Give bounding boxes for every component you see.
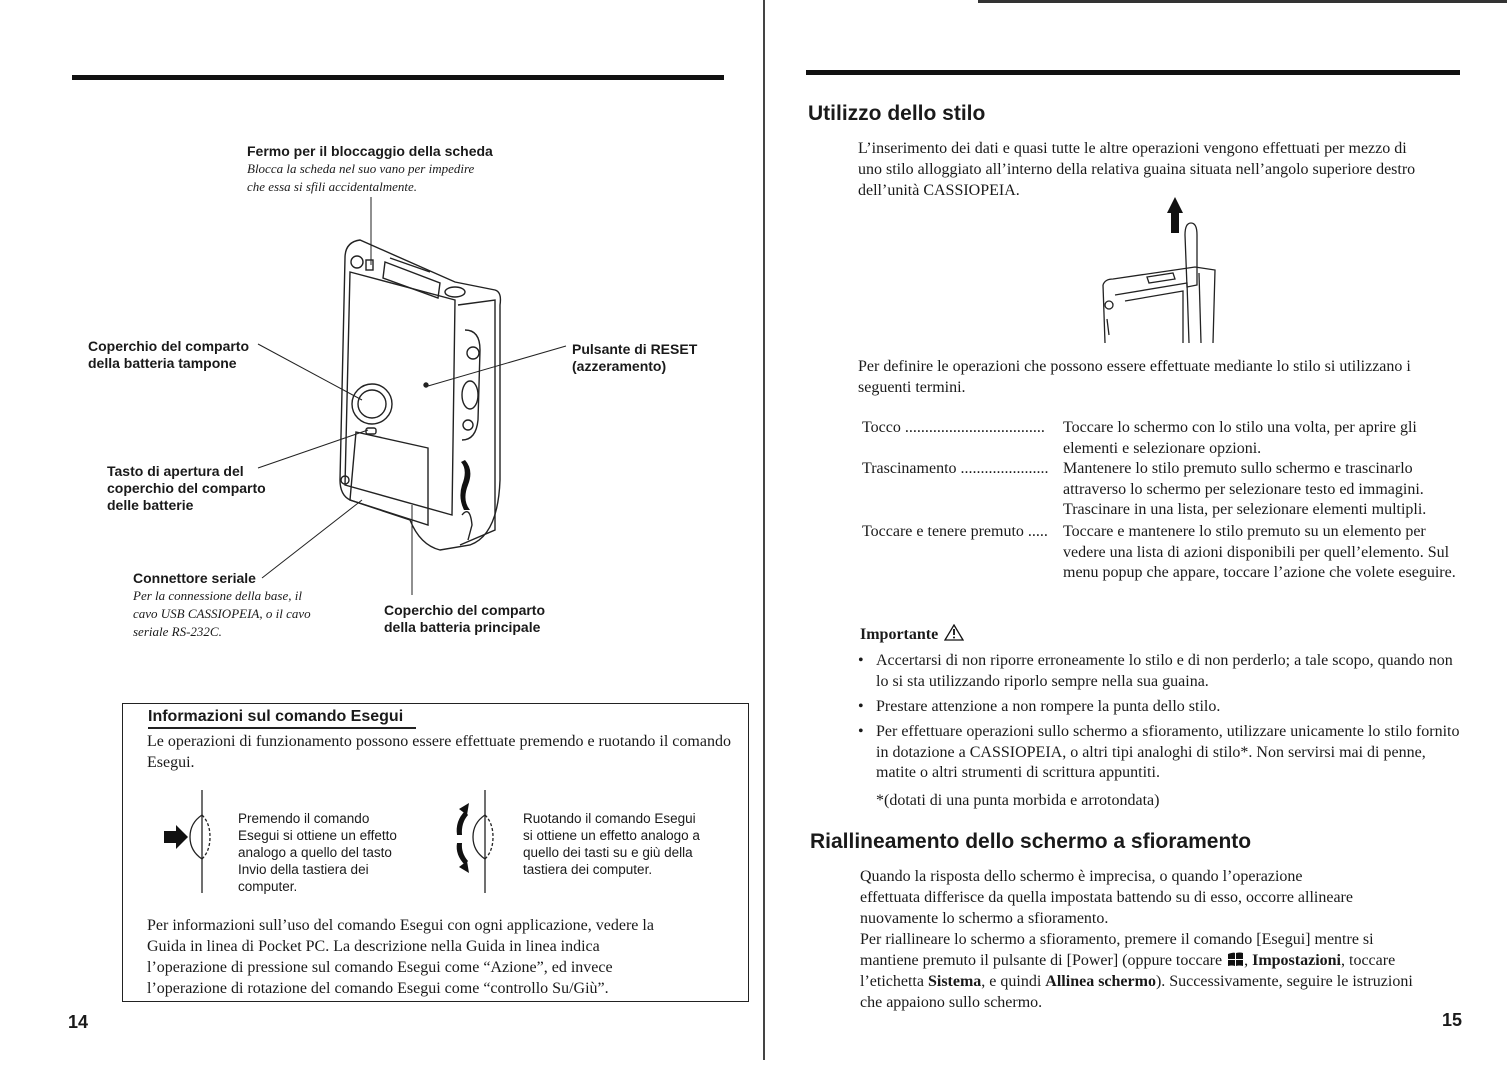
callout-key-line-3: delle batterie [107,497,194,513]
bullet-dot: • [858,698,864,715]
term-tocco: Tocco ................................... [862,419,1045,436]
press-line-1: Premendo il comando [238,811,370,826]
callout-reset-line-2: (azzeramento) [572,358,667,374]
terms-intro [858,356,1463,398]
term-tocco-definition: Toccare lo schermo con lo stilo una volta, per aprire gli elementi e selezionare opzioni. [1063,419,1417,457]
device-back-illustration [60,195,760,610]
recal-p2-line-2-sep: , [1244,952,1253,969]
recal-p2-line-1: Per riallineare lo schermo a sfioramento, premere il comando [Esegui] mentre si [860,931,1374,948]
press-action-icon [160,785,240,895]
recal-p2-impostazioni: Impostazioni [1252,952,1341,969]
callout-reset-button [572,341,697,375]
info-box-title: Informazioni sul comando Esegui [148,708,404,725]
callout-card-lock [247,143,493,196]
stylus-intro-line-1: L’inserimento dei dati e quasi tutte le altre operazioni vengono effettuati per mezzo di [858,140,1407,157]
info-box-title-underline [148,727,416,729]
start-menu-icon [1226,951,1244,967]
callout-main-line-1: Coperchio del comparto [384,602,546,618]
callout-serial-desc-1: Per la connessione della base, il [133,588,302,603]
recal-p1-line-3: nuovamente lo schermo a sfioramento. [860,910,1109,927]
term-trascinamento: Trascinamento ...................... [862,460,1049,477]
important-label: Importante [860,626,939,643]
outro-line-4: l’operazione di rotazione del comando Esegui come “controllo Su/Giù”. [147,980,609,997]
outro-line-1: Per informazioni sull’uso del comando Esegui con ogni applicazione, vedere la [147,917,654,934]
recal-p2-line-4: che appaiono sullo schermo. [860,994,1043,1011]
term-toccare-tenere-definition: Toccare e mantenere lo stilo premuto su un elemento per vedere una lista di azioni disponibili per quell’elemento. Sul menu popup che appare, toccare l’azione che volete eseguire. [1063,523,1456,581]
recal-p1-line-1: Quando la risposta dello schermo è imprecisa, o quando l’operazione [860,868,1303,885]
callout-main-battery-cover [384,602,545,636]
press-line-3: analogo a quello del tasto [238,845,392,860]
center-fold [763,0,765,1060]
callout-card-lock-title: Fermo per il bloccaggio della scheda [247,143,493,159]
callout-key-line-1: Tasto di apertura del [107,463,244,479]
recal-p2-line-2-c: , toccare [1341,952,1396,969]
top-edge-line [978,0,1507,3]
recal-p2-sistema: Sistema [927,973,982,990]
recal-p2-line-3-c: , e quindi [981,973,1046,990]
rotate-line-2: si ottiene un effetto analogo a [523,828,700,843]
callout-serial-title: Connettore seriale [133,570,256,586]
press-line-4: Invio della tastiera dei [238,862,369,877]
recalibration-text [860,866,1460,1013]
callout-serial-desc-3: seriale RS-232C. [133,624,222,639]
callout-serial-desc-2: cavo USB CASSIOPEIA, o il cavo [133,606,311,621]
right-page-header-rule [806,70,1460,75]
terms-intro-line-1: Per definire le operazioni che possono essere effettuate mediante lo stilo si utilizzano i [858,358,1411,375]
outro-line-3: l’operazione di pressione sul comando Esegui come “Azione”, ed invece [147,959,613,976]
left-page-header-rule [72,75,724,80]
rotate-line-3: quello dei tasti su e giù della [523,845,693,860]
callout-main-line-2: della batteria principale [384,619,541,635]
bullet-text-3: Per effettuare operazioni sullo schermo a sfioramento, utilizzare unicamente lo stilo fornito in dotazione a CASSIOPEIA, o altri tipi analoghi di stilo*. Non servirsi mai di penne, matite o altri strumenti di scrittura appuntiti. [876,723,1460,781]
bullet-text-1: Accertarsi di non riporre erroneamente lo stilo e di non perderlo; a tale scopo, quando non lo si sta utilizzando riporlo sempre nella sua guaina. [876,652,1453,690]
callout-reset-line-1: Pulsante di RESET [572,341,698,357]
recalibration-heading: Riallineamento dello schermo a sfioramento [810,830,1252,853]
stylus-intro-line-2: uno stilo alloggiato all’interno della relativa guaina situata nell’angolo superiore destro [858,161,1416,178]
bullet-text-2: Prestare attenzione a non rompere la punta dello stilo. [876,698,1221,715]
outro-line-2: Guida in linea di Pocket PC. La descrizione nella Guida in linea indica [147,938,600,955]
callout-backup-line-1: Coperchio del comparto [88,338,250,354]
stylus-intro-line-3: dell’unità CASSIOPEIA. [858,182,1020,199]
recal-p1-line-2: effettuata differisce da quella impostata battendo su di esso, occorre allineare [860,889,1353,906]
term-toccare-tenere: Toccare e tenere premuto ..... [862,523,1048,540]
callout-battery-cover-key [107,463,266,514]
recal-p2-line-2 [860,950,1460,971]
left-page-number: 14 [68,1012,89,1032]
info-box-intro: Le operazioni di funzionamento possono essere effettuate premendo e ruotando il comando Esegui. [147,733,731,771]
recal-p2-allinea-schermo: Allinea schermo [1045,973,1156,990]
recal-p2-line-3 [860,971,1460,992]
rotate-line-1: Ruotando il comando Esegui [523,811,696,826]
rotate-description [523,810,723,878]
rotate-line-4: tastiera dei computer. [523,862,653,877]
stylus-heading: Utilizzo dello stilo [808,102,986,125]
stylus-intro [858,138,1463,201]
right-page-number: 15 [1442,1010,1463,1030]
terms-intro-line-2: seguenti termini. [858,379,966,396]
press-line-5: computer. [238,879,298,894]
stylus-illustration [1095,195,1225,345]
important-label-row [860,624,964,644]
recal-p2-line-2-a: mantiene premuto il pulsante di [Power] (oppure toccare [860,952,1227,969]
callout-key-line-2: coperchio del comparto [107,480,266,496]
footnote: *(dotati di una punta morbida e arrotondata) [876,792,1160,809]
warning-triangle-icon [944,624,964,641]
callout-backup-line-2: della batteria tampone [88,355,237,371]
callout-card-lock-desc-2: che essa si sfili accidentalmente. [247,179,418,194]
callout-backup-battery-cover [88,338,249,372]
term-trascinamento-definition: Mantenere lo stilo premuto sullo schermo e trascinarlo attraverso lo schermo per selezionare testo ed immagini. Trascinare in una lista, per selezionare elementi multipli. [1063,460,1427,518]
press-description [238,810,428,895]
recal-p2-line-3-e: ). Successivamente, seguire le istruzioni [1155,973,1413,990]
info-box-outro [147,915,737,999]
bullet-dot: • [858,652,864,669]
rotate-action-icon [445,785,525,895]
bullet-dot: • [858,723,864,740]
callout-card-lock-desc-1: Blocca la scheda nel suo vano per impedire [247,161,475,176]
recal-p2-line-3-a: l’etichetta [860,973,928,990]
callout-serial-connector [133,570,311,641]
press-line-2: Esegui si ottiene un effetto [238,828,397,843]
